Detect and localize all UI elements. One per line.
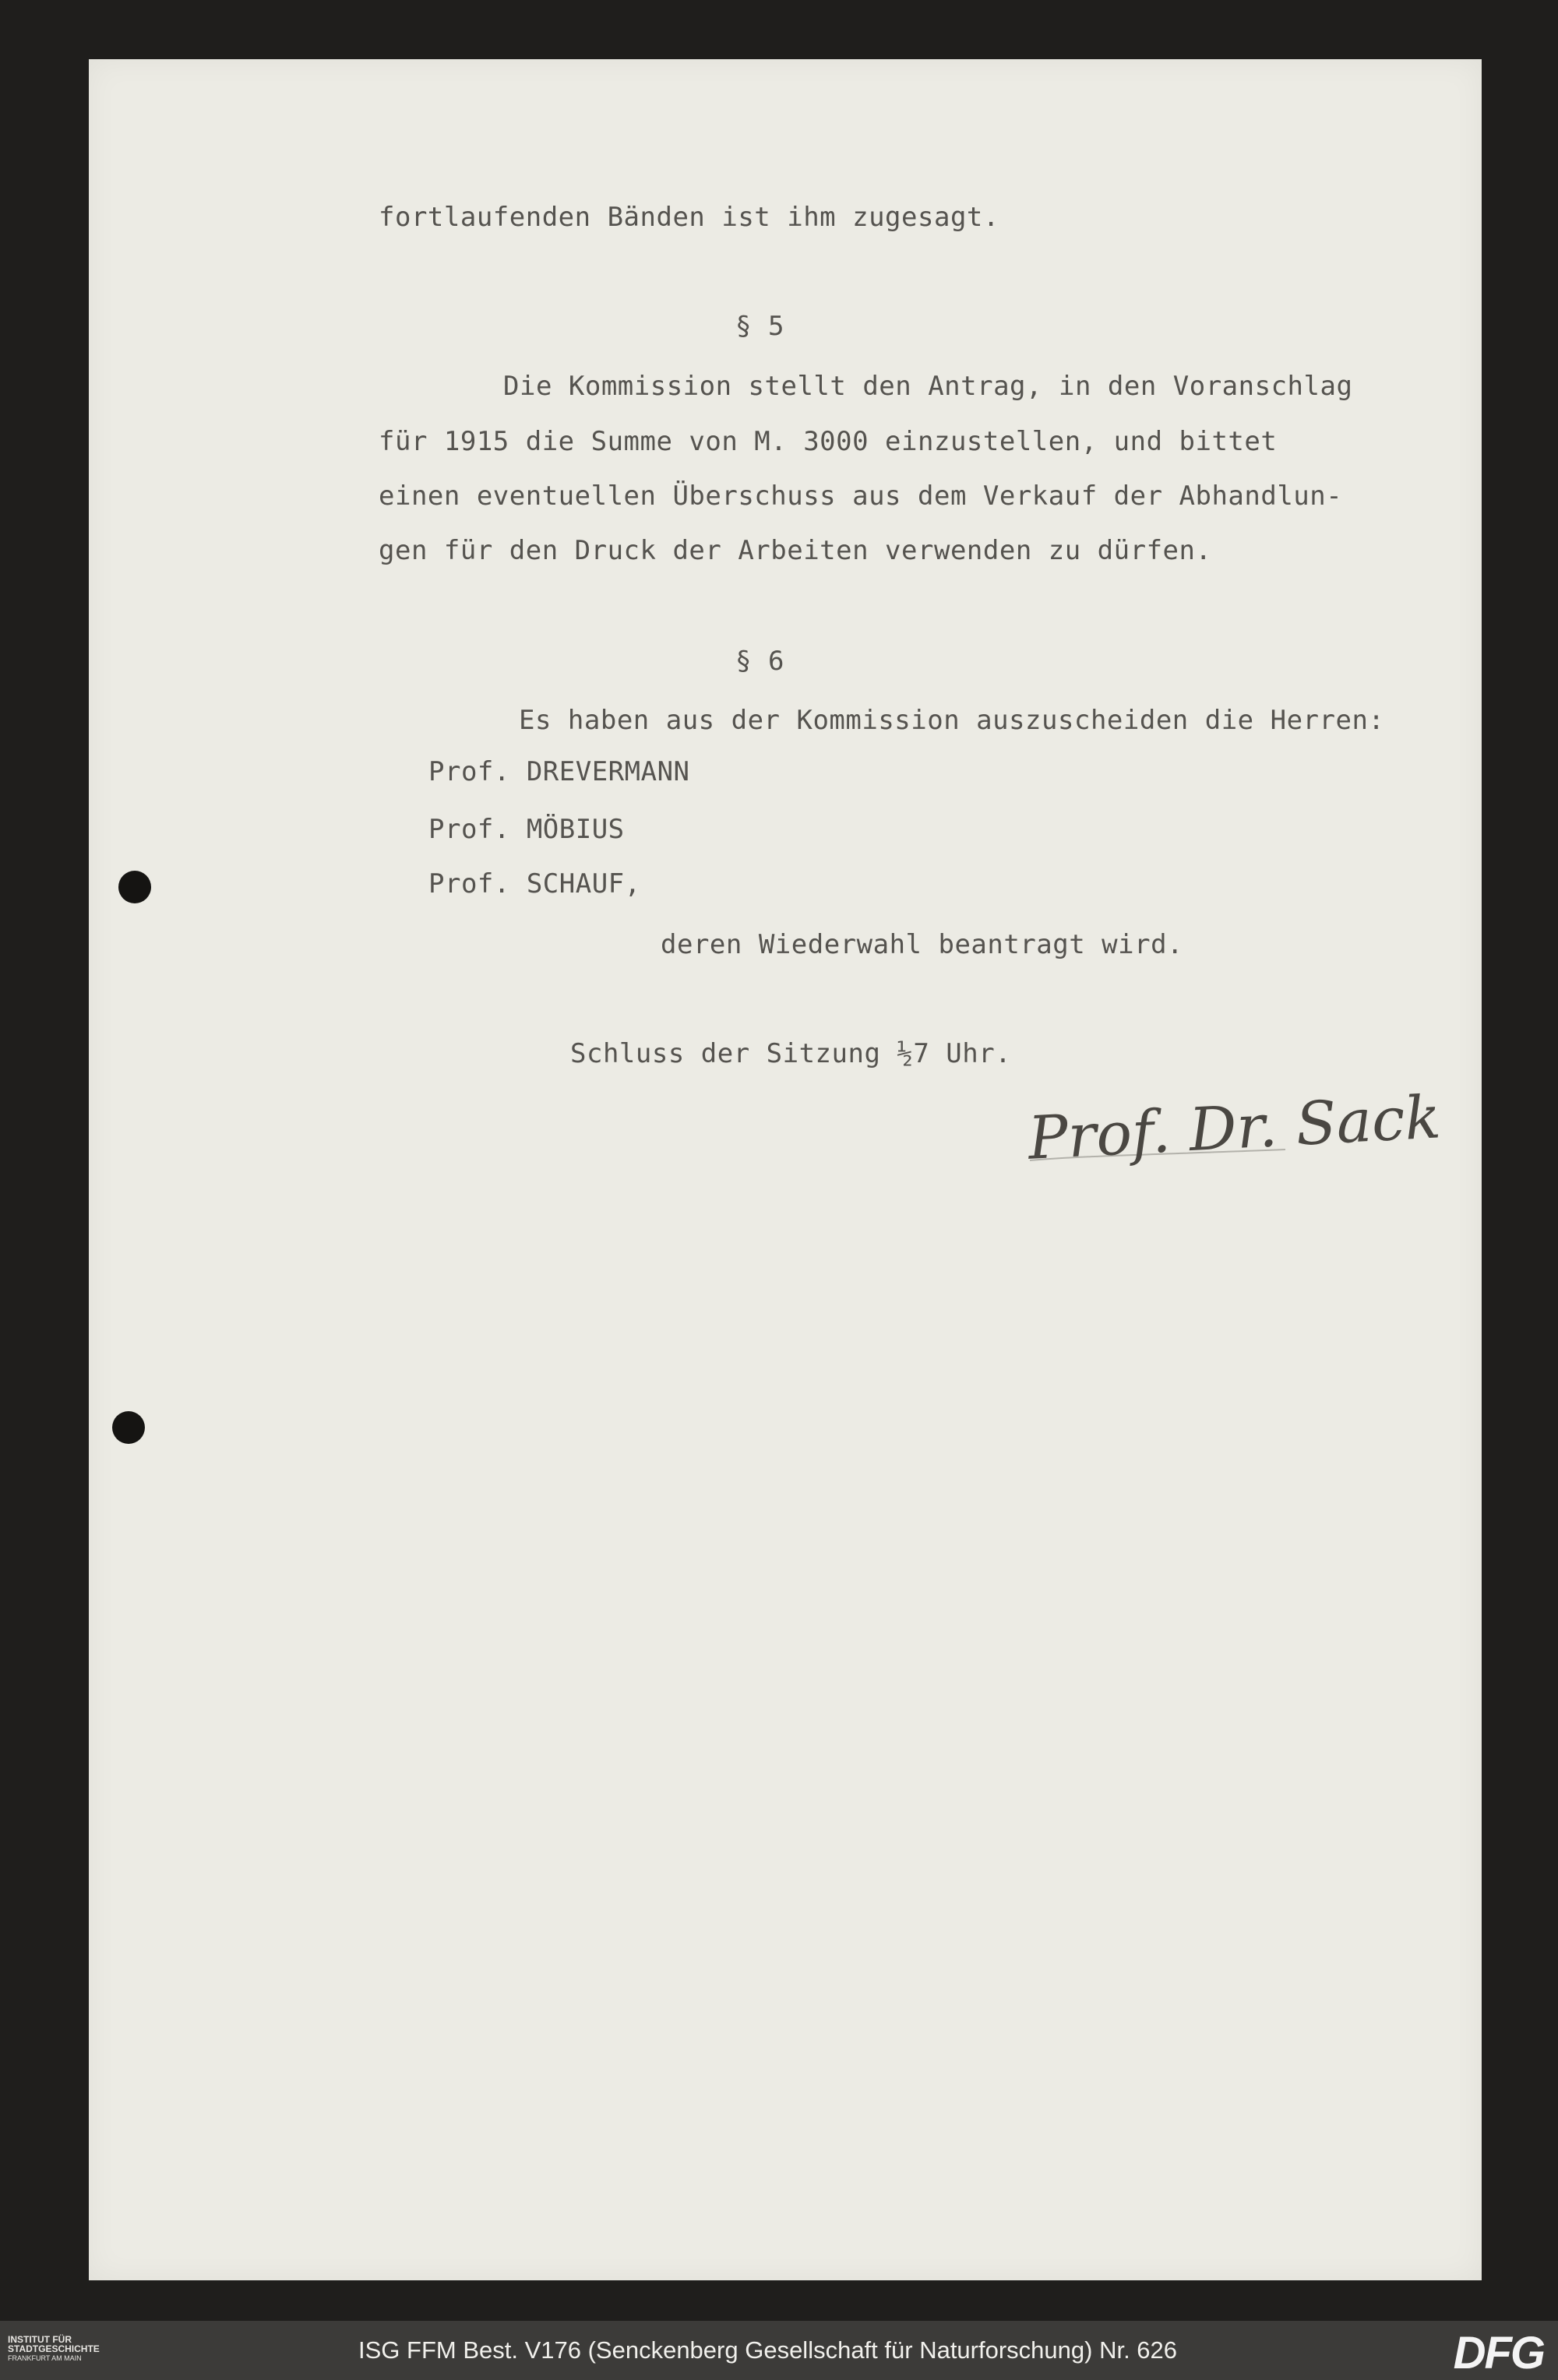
text-line: Prof. DREVERMANN (428, 756, 690, 787)
text-line: gen für den Druck der Arbeiten verwenden zu dürfen. (379, 535, 1212, 566)
signature-drawing (1020, 1075, 1443, 1192)
text-line: Prof. SCHAUF, (428, 868, 641, 900)
institute-logo-line: FRANKFURT AM MAIN (8, 2354, 82, 2362)
text-line: fortlaufenden Bänden ist ihm zugesagt. (379, 202, 999, 233)
text-line: Schluss der Sitzung ½7 Uhr. (570, 1038, 1012, 1069)
institute-logo (8, 2335, 100, 2363)
signature (1020, 1075, 1443, 1195)
section-heading: § 6 (735, 646, 784, 677)
archive-caption: ISG FFM Best. V176 (Senckenberg Gesellschaft für Naturforschung) Nr. 626 (358, 2336, 1178, 2364)
dfg-logo: DFG (1453, 2328, 1544, 2378)
section-heading: § 5 (735, 311, 784, 342)
punch-hole (118, 871, 151, 903)
footer-bar (0, 2321, 1558, 2380)
text-line: für 1915 die Summe von M. 3000 einzustellen, und bittet (379, 426, 1278, 457)
signature-text: Prof. Dr. Sack (1026, 1082, 1443, 1173)
text-line: deren Wiederwahl beantragt wird. (661, 929, 1184, 960)
institute-logo-line: INSTITUT FÜR (8, 2334, 72, 2345)
punch-hole (112, 1411, 145, 1444)
text-line: einen eventuellen Überschuss aus dem Verkauf der Abhandlun- (379, 481, 1343, 512)
text-line: Prof. MÖBIUS (428, 814, 625, 845)
text-line: Die Kommission stellt den Antrag, in den Voranschlag (503, 371, 1353, 402)
institute-logo-line: STADTGESCHICHTE (8, 2343, 100, 2354)
text-line: Es haben aus der Kommission auszuscheiden die Herren: (519, 705, 1385, 736)
